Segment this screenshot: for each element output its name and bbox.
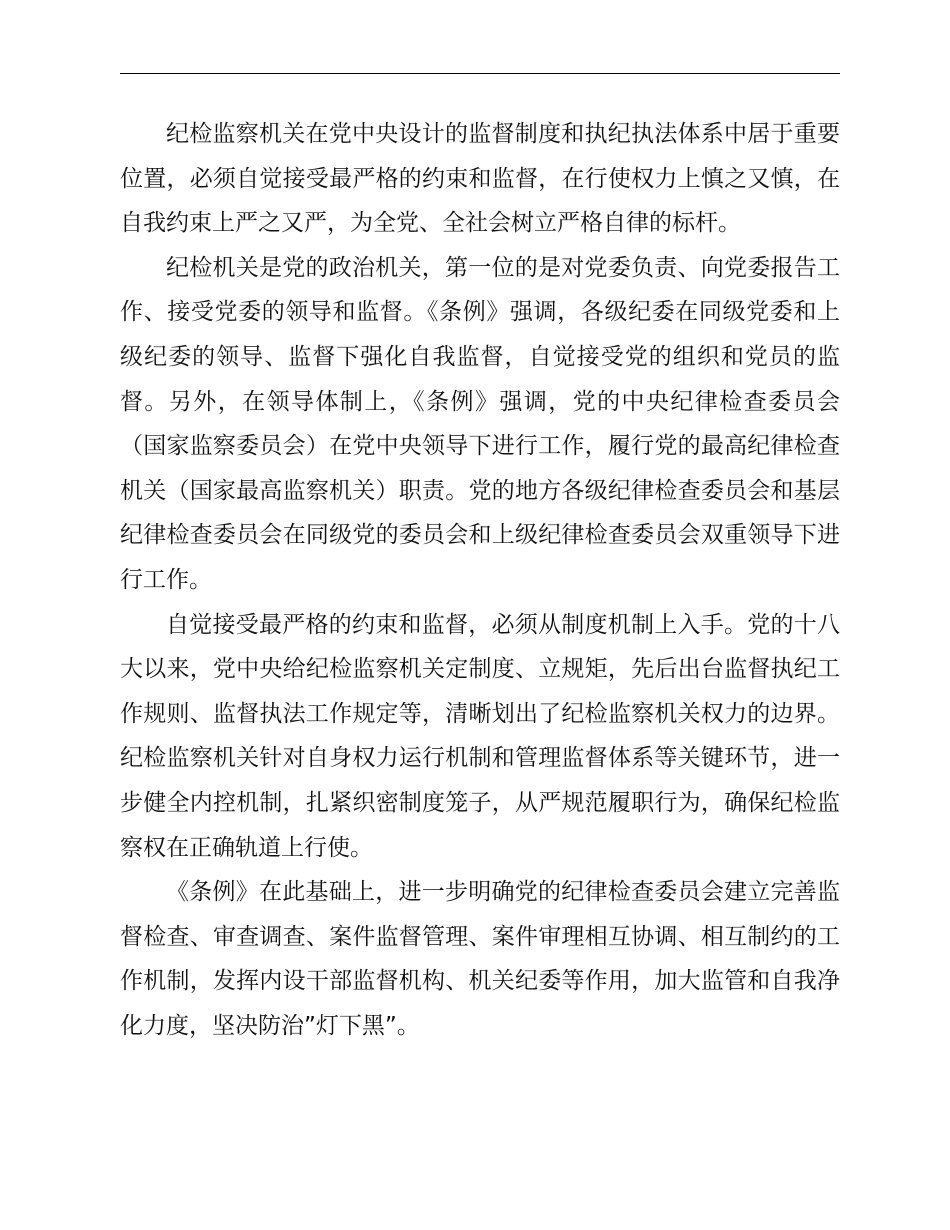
paragraph-4: 《条例》在此基础上，进一步明确党的纪律检查委员会建立完善监督检查、审查调查、案件监督管理、案件审理相互协调、相互制约的工作机制，发挥内设干部监督机构、机关纪委等作用，加大监管和自我净化力度，坚决防治”灯下黑”。 <box>120 879 840 1039</box>
document-body <box>120 112 840 1048</box>
paragraph-2: 纪检机关是党的政治机关，第一位的是对党委负责、向党委报告工作、接受党委的领导和监督。《条例》强调，各级纪委在同级党委和上级纪委的领导、监督下强化自我监督，自觉接受党的组织和党员的监督。另外，在领导体制上，《条例》强调，党的中央纪律检查委员会（国家监察委员会）在党中央领导下进行工作，履行党的最高纪律检查机关（国家最高监察机关）职责。党的地方各级纪律检查委员会和基层纪律检查委员会在同级党的委员会和上级纪律检查委员会双重领导下进行工作。 <box>120 254 840 593</box>
header-rule <box>120 73 840 74</box>
paragraph-3: 自觉接受最严格的约束和监督，必须从制度机制上入手。党的十八大以来，党中央给纪检监察机关定制度、立规矩，先后出台监督执纪工作规则、监督执法工作规定等，清晰划出了纪检监察机关权力的边界。纪检监察机关针对自身权力运行机制和管理监督体系等关键环节，进一步健全内控机制，扎紧织密制度笼子，从严规范履职行为，确保纪检监察权在正确轨道上行使。 <box>120 611 840 861</box>
paragraph-1: 纪检监察机关在党中央设计的监督制度和执纪执法体系中居于重要位置，必须自觉接受最严格的约束和监督，在行使权力上慎之又慎，在自我约束上严之又严，为全党、全社会树立严格自律的标杆。 <box>120 121 840 237</box>
